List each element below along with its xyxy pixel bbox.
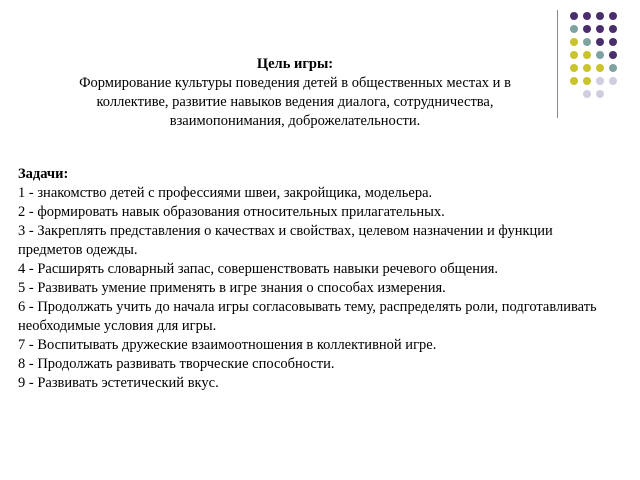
decorative-dot: [570, 51, 578, 59]
goal-title: Цель игры:: [256, 56, 334, 72]
decorative-dot: [570, 38, 578, 46]
decorative-dot: [583, 64, 591, 72]
goal-section: [60, 55, 530, 131]
task-item: 1 - знакомство детей с профессиями швеи, закройщика, модельера.: [18, 185, 433, 201]
decorative-dot: [570, 12, 578, 20]
decorative-dot: [596, 25, 604, 33]
decorative-dot: [609, 77, 617, 85]
decorative-dot: [583, 51, 591, 59]
decorative-dot: [596, 38, 604, 46]
task-item: 9 - Развивать эстетический вкус.: [18, 375, 219, 391]
task-item: 2 - формировать навык образования относительных прилагательных.: [18, 204, 445, 220]
task-item: 5 - Развивать умение применять в игре знания о способах измерения.: [18, 280, 446, 296]
task-item: 7 - Воспитывать дружеские взаимоотношения в коллективной игре.: [18, 337, 437, 353]
decorative-dot: [596, 77, 604, 85]
task-item: 4 - Расширять словарный запас, совершенствовать навыки речевого общения.: [18, 261, 499, 277]
vertical-divider-line: [557, 10, 558, 118]
decorative-dot: [609, 25, 617, 33]
decorative-dot: [609, 38, 617, 46]
goal-text: Формирование культуры поведения детей в общественных местах и в коллективе, развитие навыков ведения диалога, сотрудничества, взаимопонимания, доброжелательности.: [79, 75, 511, 129]
decorative-dot: [570, 25, 578, 33]
decorative-dot: [570, 77, 578, 85]
decorative-dot-grid: [570, 12, 630, 108]
decorative-dot: [583, 77, 591, 85]
decorative-dot: [609, 51, 617, 59]
tasks-section: [18, 165, 618, 393]
task-item: 8 - Продолжать развивать творческие способности.: [18, 356, 335, 372]
decorative-dot: [596, 64, 604, 72]
decorative-dot: [609, 12, 617, 20]
decorative-dot: [609, 64, 617, 72]
decorative-dot: [583, 90, 591, 98]
decorative-dot: [596, 12, 604, 20]
decorative-dot: [583, 12, 591, 20]
task-item: 6 - Продолжать учить до начала игры согласовывать тему, распределять роли, подготавливать необходимые условия для игры.: [18, 299, 597, 334]
decorative-dot: [596, 51, 604, 59]
decorative-dot: [583, 25, 591, 33]
decorative-dot: [570, 64, 578, 72]
decorative-dot: [583, 38, 591, 46]
tasks-title: Задачи:: [18, 166, 69, 182]
task-item: 3 - Закреплять представления о качествах и свойствах, целевом назначении и функции предметов одежды.: [18, 223, 553, 258]
decorative-dot: [596, 90, 604, 98]
